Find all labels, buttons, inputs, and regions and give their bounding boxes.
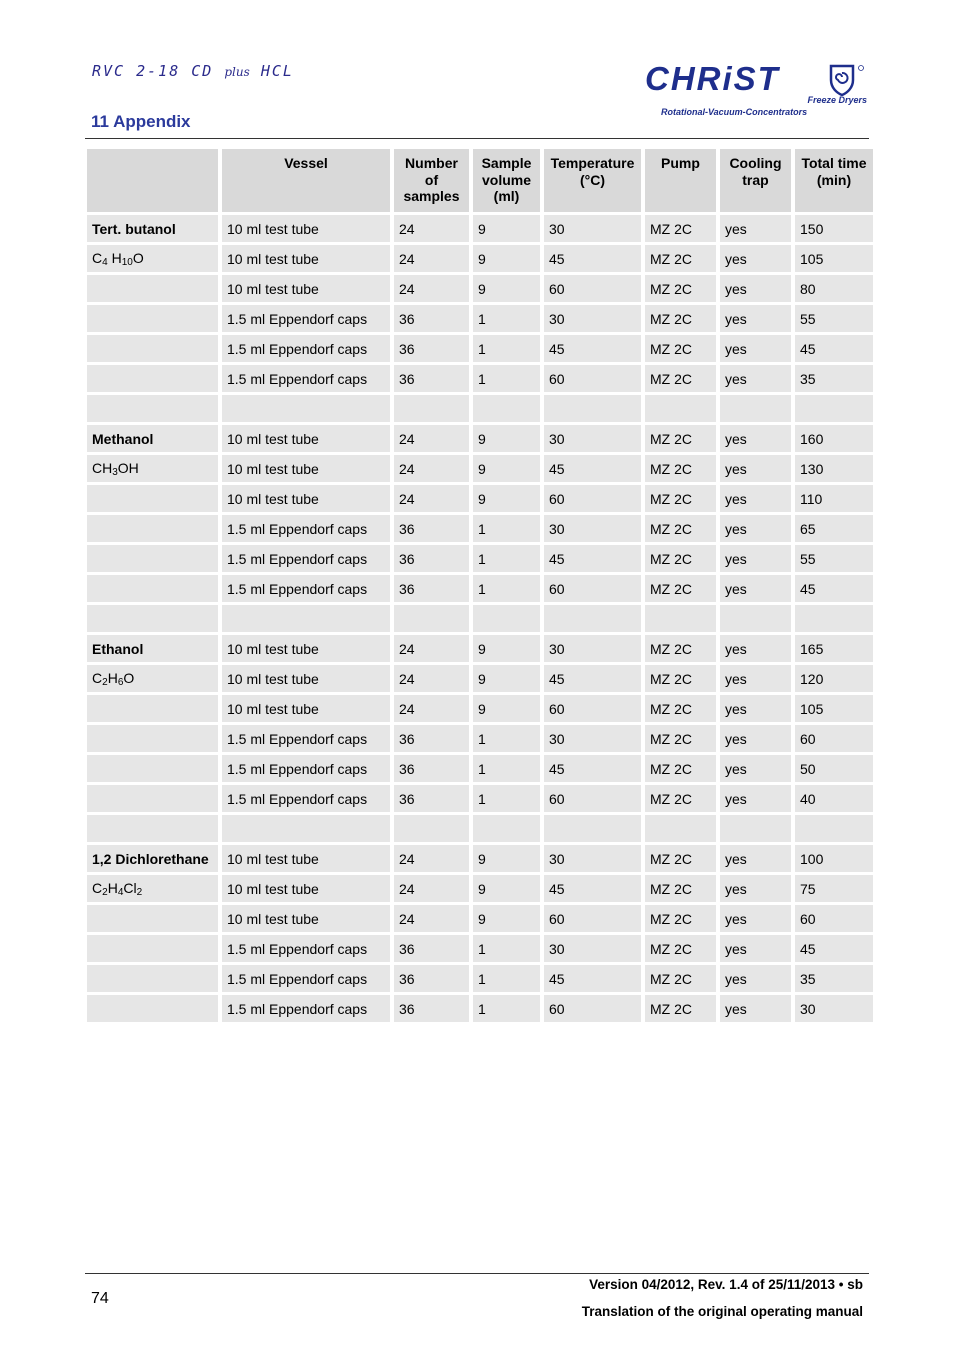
formula-part: 10 [121, 256, 133, 268]
cell-substance [87, 515, 218, 542]
formula-part: 2 [102, 886, 108, 898]
cell-temperature: 60 [544, 365, 641, 392]
formula-part: C [92, 879, 103, 896]
cell-total-time: 80 [795, 275, 873, 302]
cell-total-time: 105 [795, 245, 873, 272]
cell-pump: MZ 2C [645, 995, 716, 1022]
version-info: Version 04/2012, Rev. 1.4 of 25/11/2013 • sb [589, 1277, 863, 1292]
cell-pump: MZ 2C [645, 485, 716, 512]
header-divider [85, 138, 869, 139]
cell-vessel: 10 ml test tube [222, 455, 390, 482]
table-row [87, 305, 873, 332]
cell-formula [87, 455, 218, 482]
cell-cooling-trap: yes [720, 755, 791, 782]
cell-total-time: 45 [795, 335, 873, 362]
formula-part: 2 [102, 676, 108, 688]
cell-vessel: 10 ml test tube [222, 215, 390, 242]
table-row [87, 935, 873, 962]
cell-vessel: 1.5 ml Eppendorf caps [222, 965, 390, 992]
cell-temperature: 45 [544, 755, 641, 782]
table-row [87, 275, 873, 302]
cell-vessel [222, 815, 390, 842]
cell-num-samples: 24 [394, 215, 469, 242]
cell-vessel: 1.5 ml Eppendorf caps [222, 335, 390, 362]
cell-substance [87, 695, 218, 722]
cell-total-time: 55 [795, 305, 873, 332]
solvent-drying-table [83, 146, 877, 1025]
cell-temperature: 60 [544, 905, 641, 932]
cell-substance [87, 995, 218, 1022]
cell-num-samples: 24 [394, 455, 469, 482]
cell-temperature: 60 [544, 695, 641, 722]
cell-pump: MZ 2C [645, 545, 716, 572]
cell-temperature: 30 [544, 305, 641, 332]
cell-formula [87, 875, 218, 902]
cell-sample-volume: 9 [473, 695, 540, 722]
cell-temperature: 30 [544, 725, 641, 752]
column-header-vessel: Vessel [222, 149, 390, 212]
cell-pump: MZ 2C [645, 425, 716, 452]
cell-vessel: 1.5 ml Eppendorf caps [222, 545, 390, 572]
christ-logo [643, 62, 867, 118]
table-row [87, 815, 873, 842]
cell-temperature [544, 395, 641, 422]
cell-total-time: 35 [795, 365, 873, 392]
table-row [87, 335, 873, 362]
table-row [87, 965, 873, 992]
column-header-pump: Pump [645, 149, 716, 212]
cell-pump: MZ 2C [645, 215, 716, 242]
cell-temperature: 45 [544, 335, 641, 362]
cell-sample-volume: 1 [473, 995, 540, 1022]
cell-num-samples: 24 [394, 875, 469, 902]
column-header-sample-volume: Sample volume (ml) [473, 149, 540, 212]
cell-temperature: 60 [544, 575, 641, 602]
table-row [87, 725, 873, 752]
cell-num-samples: 24 [394, 245, 469, 272]
cell-sample-volume: 1 [473, 515, 540, 542]
column-header-substance [87, 149, 218, 212]
cell-vessel: 10 ml test tube [222, 905, 390, 932]
cell-temperature: 45 [544, 665, 641, 692]
formula-part: C [92, 669, 103, 686]
cell-cooling-trap: yes [720, 455, 791, 482]
table-row [87, 695, 873, 722]
cell-total-time: 110 [795, 485, 873, 512]
cell-cooling-trap: yes [720, 485, 791, 512]
cell-total-time: 30 [795, 995, 873, 1022]
table-row [87, 635, 873, 662]
cell-cooling-trap [720, 605, 791, 632]
cell-sample-volume: 1 [473, 725, 540, 752]
cell-temperature: 45 [544, 875, 641, 902]
formula-part: Cl [123, 879, 137, 896]
cell-sample-volume: 9 [473, 245, 540, 272]
cell-vessel: 1.5 ml Eppendorf caps [222, 365, 390, 392]
cell-vessel: 1.5 ml Eppendorf caps [222, 995, 390, 1022]
cell-vessel: 1.5 ml Eppendorf caps [222, 785, 390, 812]
cell-vessel: 10 ml test tube [222, 695, 390, 722]
cell-cooling-trap: yes [720, 905, 791, 932]
cell-sample-volume: 1 [473, 935, 540, 962]
cell-substance [87, 335, 218, 362]
cell-substance [87, 935, 218, 962]
cell-num-samples: 24 [394, 425, 469, 452]
cell-pump: MZ 2C [645, 635, 716, 662]
page-number: 74 [91, 1290, 109, 1307]
cell-cooling-trap: yes [720, 425, 791, 452]
cell-cooling-trap: yes [720, 545, 791, 572]
cell-vessel [222, 395, 390, 422]
table-row [87, 995, 873, 1022]
cell-vessel: 10 ml test tube [222, 275, 390, 302]
cell-temperature: 30 [544, 515, 641, 542]
cell-vessel: 10 ml test tube [222, 665, 390, 692]
cell-formula [87, 245, 218, 272]
cell-total-time: 65 [795, 515, 873, 542]
cell-temperature: 45 [544, 965, 641, 992]
cell-temperature: 60 [544, 785, 641, 812]
cell-substance [87, 395, 218, 422]
cell-sample-volume [473, 815, 540, 842]
cell-sample-volume: 9 [473, 635, 540, 662]
cell-pump: MZ 2C [645, 695, 716, 722]
cell-cooling-trap: yes [720, 275, 791, 302]
table-row [87, 215, 873, 242]
cell-cooling-trap: yes [720, 575, 791, 602]
cell-cooling-trap [720, 815, 791, 842]
cell-pump: MZ 2C [645, 785, 716, 812]
cell-substance [87, 905, 218, 932]
formula-part: C [92, 249, 103, 266]
column-header-num-samples: Number of samples [394, 149, 469, 212]
cell-pump [645, 815, 716, 842]
cell-formula [87, 665, 218, 692]
cell-vessel: 10 ml test tube [222, 485, 390, 512]
cell-substance [87, 575, 218, 602]
cell-pump: MZ 2C [645, 725, 716, 752]
cell-substance: Methanol [87, 425, 218, 452]
cell-vessel: 10 ml test tube [222, 845, 390, 872]
cell-cooling-trap: yes [720, 515, 791, 542]
formula-part: H [107, 669, 118, 686]
cell-num-samples: 24 [394, 275, 469, 302]
cell-vessel: 1.5 ml Eppendorf caps [222, 305, 390, 332]
section-title: 11 Appendix [91, 112, 191, 131]
cell-pump: MZ 2C [645, 515, 716, 542]
cell-sample-volume [473, 395, 540, 422]
cell-temperature: 45 [544, 455, 641, 482]
cell-num-samples: 36 [394, 575, 469, 602]
cell-temperature: 60 [544, 485, 641, 512]
cell-total-time: 50 [795, 755, 873, 782]
table-row [87, 545, 873, 572]
cell-cooling-trap: yes [720, 995, 791, 1022]
cell-cooling-trap: yes [720, 965, 791, 992]
cell-total-time: 60 [795, 905, 873, 932]
cell-vessel: 1.5 ml Eppendorf caps [222, 725, 390, 752]
cell-sample-volume: 9 [473, 875, 540, 902]
cell-num-samples: 24 [394, 845, 469, 872]
model-title-tail: HCL [260, 62, 294, 80]
cell-sample-volume: 9 [473, 455, 540, 482]
cell-num-samples: 36 [394, 935, 469, 962]
formula-part: O [132, 249, 144, 266]
cell-num-samples [394, 395, 469, 422]
column-header-total-time: Total time (min) [795, 149, 873, 212]
cell-cooling-trap: yes [720, 665, 791, 692]
cell-substance: Tert. butanol [87, 215, 218, 242]
cell-total-time: 35 [795, 965, 873, 992]
cell-total-time: 45 [795, 935, 873, 962]
formula-part: 6 [117, 676, 124, 688]
cell-cooling-trap: yes [720, 215, 791, 242]
christ-logo-mark [643, 62, 867, 96]
cell-substance [87, 365, 218, 392]
cell-num-samples: 36 [394, 305, 469, 332]
table-row [87, 485, 873, 512]
cell-total-time: 100 [795, 845, 873, 872]
model-title-plus: plus [224, 65, 250, 79]
cell-total-time: 60 [795, 725, 873, 752]
cell-temperature: 30 [544, 635, 641, 662]
cell-cooling-trap: yes [720, 365, 791, 392]
cell-pump: MZ 2C [645, 935, 716, 962]
cell-cooling-trap: yes [720, 845, 791, 872]
cell-substance [87, 275, 218, 302]
cell-total-time [795, 815, 873, 842]
cell-pump: MZ 2C [645, 905, 716, 932]
cell-sample-volume: 9 [473, 845, 540, 872]
cell-num-samples: 36 [394, 785, 469, 812]
formula-part: OH [117, 459, 139, 476]
cell-cooling-trap: yes [720, 335, 791, 362]
cell-num-samples: 36 [394, 335, 469, 362]
formula-part: H [107, 879, 118, 896]
table-row [87, 575, 873, 602]
cell-substance: 1,2 Dichlorethane [87, 845, 218, 872]
christ-wordmark: CHRiST [645, 62, 780, 96]
cell-pump: MZ 2C [645, 365, 716, 392]
cell-sample-volume: 9 [473, 905, 540, 932]
formula-part: 2 [136, 886, 143, 898]
table-row [87, 875, 873, 902]
model-title-main: RVC 2-18 CD [92, 62, 214, 80]
formula-part: O [123, 669, 135, 686]
model-title [92, 62, 294, 80]
cell-num-samples: 24 [394, 485, 469, 512]
table-row [87, 245, 873, 272]
cell-pump: MZ 2C [645, 665, 716, 692]
cell-cooling-trap: yes [720, 695, 791, 722]
cell-sample-volume: 1 [473, 785, 540, 812]
cell-sample-volume: 1 [473, 335, 540, 362]
cell-temperature: 30 [544, 215, 641, 242]
formula-part: H [107, 249, 122, 266]
cell-sample-volume [473, 605, 540, 632]
cell-pump: MZ 2C [645, 455, 716, 482]
cell-total-time: 120 [795, 665, 873, 692]
formula-part: 4 [117, 886, 124, 898]
cell-pump: MZ 2C [645, 335, 716, 362]
cell-substance [87, 605, 218, 632]
cell-substance [87, 485, 218, 512]
translation-note: Translation of the original operating manual [581, 1304, 863, 1319]
cell-num-samples: 36 [394, 515, 469, 542]
cell-temperature: 30 [544, 935, 641, 962]
formula-part: 4 [102, 256, 108, 268]
cell-cooling-trap: yes [720, 305, 791, 332]
table-row [87, 515, 873, 542]
spiral-emblem-icon [831, 66, 864, 96]
formula-part: 3 [112, 466, 118, 478]
table-row [87, 845, 873, 872]
table-row [87, 785, 873, 812]
table-row [87, 425, 873, 452]
cell-vessel: 10 ml test tube [222, 635, 390, 662]
cell-pump: MZ 2C [645, 845, 716, 872]
logo-tagline-rvc: Rotational-Vacuum-Concentrators [661, 107, 808, 117]
cell-total-time: 105 [795, 695, 873, 722]
cell-vessel [222, 605, 390, 632]
cell-sample-volume: 1 [473, 575, 540, 602]
cell-cooling-trap: yes [720, 245, 791, 272]
table-body [87, 215, 873, 1022]
cell-sample-volume: 1 [473, 365, 540, 392]
cell-pump: MZ 2C [645, 875, 716, 902]
cell-vessel: 10 ml test tube [222, 245, 390, 272]
cell-temperature: 60 [544, 275, 641, 302]
column-header-temperature: Temperature (°C) [544, 149, 641, 212]
cell-vessel: 1.5 ml Eppendorf caps [222, 935, 390, 962]
cell-num-samples: 36 [394, 965, 469, 992]
cell-sample-volume: 9 [473, 425, 540, 452]
cell-substance [87, 785, 218, 812]
cell-pump [645, 605, 716, 632]
cell-pump [645, 395, 716, 422]
cell-sample-volume: 1 [473, 965, 540, 992]
cell-substance [87, 725, 218, 752]
cell-vessel: 1.5 ml Eppendorf caps [222, 575, 390, 602]
cell-num-samples: 24 [394, 695, 469, 722]
cell-substance [87, 965, 218, 992]
cell-cooling-trap: yes [720, 725, 791, 752]
column-header-cooling-trap: Cooling trap [720, 149, 791, 212]
cell-sample-volume: 9 [473, 275, 540, 302]
cell-vessel: 10 ml test tube [222, 425, 390, 452]
table-row [87, 905, 873, 932]
cell-vessel: 10 ml test tube [222, 875, 390, 902]
cell-total-time: 160 [795, 425, 873, 452]
cell-pump: MZ 2C [645, 965, 716, 992]
cell-total-time: 165 [795, 635, 873, 662]
cell-num-samples [394, 815, 469, 842]
table-header-row [87, 149, 873, 212]
cell-total-time: 40 [795, 785, 873, 812]
cell-sample-volume: 9 [473, 485, 540, 512]
cell-num-samples [394, 605, 469, 632]
cell-temperature [544, 815, 641, 842]
cell-num-samples: 36 [394, 995, 469, 1022]
logo-tagline-freeze-dryers: Freeze Dryers [807, 95, 867, 105]
cell-num-samples: 36 [394, 725, 469, 752]
cell-pump: MZ 2C [645, 275, 716, 302]
cell-substance [87, 755, 218, 782]
cell-total-time [795, 395, 873, 422]
cell-cooling-trap [720, 395, 791, 422]
cell-substance: Ethanol [87, 635, 218, 662]
cell-num-samples: 24 [394, 665, 469, 692]
cell-cooling-trap: yes [720, 635, 791, 662]
cell-pump: MZ 2C [645, 755, 716, 782]
cell-num-samples: 24 [394, 635, 469, 662]
cell-sample-volume: 9 [473, 215, 540, 242]
cell-temperature [544, 605, 641, 632]
table-row [87, 395, 873, 422]
formula-part: CH [92, 459, 113, 476]
cell-pump: MZ 2C [645, 245, 716, 272]
cell-sample-volume: 1 [473, 755, 540, 782]
footer-divider [85, 1273, 869, 1274]
cell-total-time [795, 605, 873, 632]
cell-cooling-trap: yes [720, 785, 791, 812]
cell-sample-volume: 1 [473, 545, 540, 572]
table-row [87, 755, 873, 782]
cell-temperature: 45 [544, 545, 641, 572]
table-row [87, 365, 873, 392]
cell-pump: MZ 2C [645, 305, 716, 332]
cell-sample-volume: 1 [473, 305, 540, 332]
cell-num-samples: 36 [394, 545, 469, 572]
cell-total-time: 150 [795, 215, 873, 242]
cell-pump: MZ 2C [645, 575, 716, 602]
cell-total-time: 55 [795, 545, 873, 572]
cell-total-time: 130 [795, 455, 873, 482]
cell-temperature: 60 [544, 995, 641, 1022]
cell-temperature: 30 [544, 845, 641, 872]
cell-temperature: 45 [544, 245, 641, 272]
cell-num-samples: 24 [394, 905, 469, 932]
table-row [87, 455, 873, 482]
cell-total-time: 75 [795, 875, 873, 902]
cell-vessel: 1.5 ml Eppendorf caps [222, 755, 390, 782]
cell-num-samples: 36 [394, 365, 469, 392]
cell-num-samples: 36 [394, 755, 469, 782]
cell-cooling-trap: yes [720, 935, 791, 962]
cell-cooling-trap: yes [720, 875, 791, 902]
cell-substance [87, 815, 218, 842]
cell-substance [87, 545, 218, 572]
table-row [87, 605, 873, 632]
cell-temperature: 30 [544, 425, 641, 452]
cell-total-time: 45 [795, 575, 873, 602]
cell-sample-volume: 9 [473, 665, 540, 692]
table-row [87, 665, 873, 692]
cell-substance [87, 305, 218, 332]
cell-vessel: 1.5 ml Eppendorf caps [222, 515, 390, 542]
